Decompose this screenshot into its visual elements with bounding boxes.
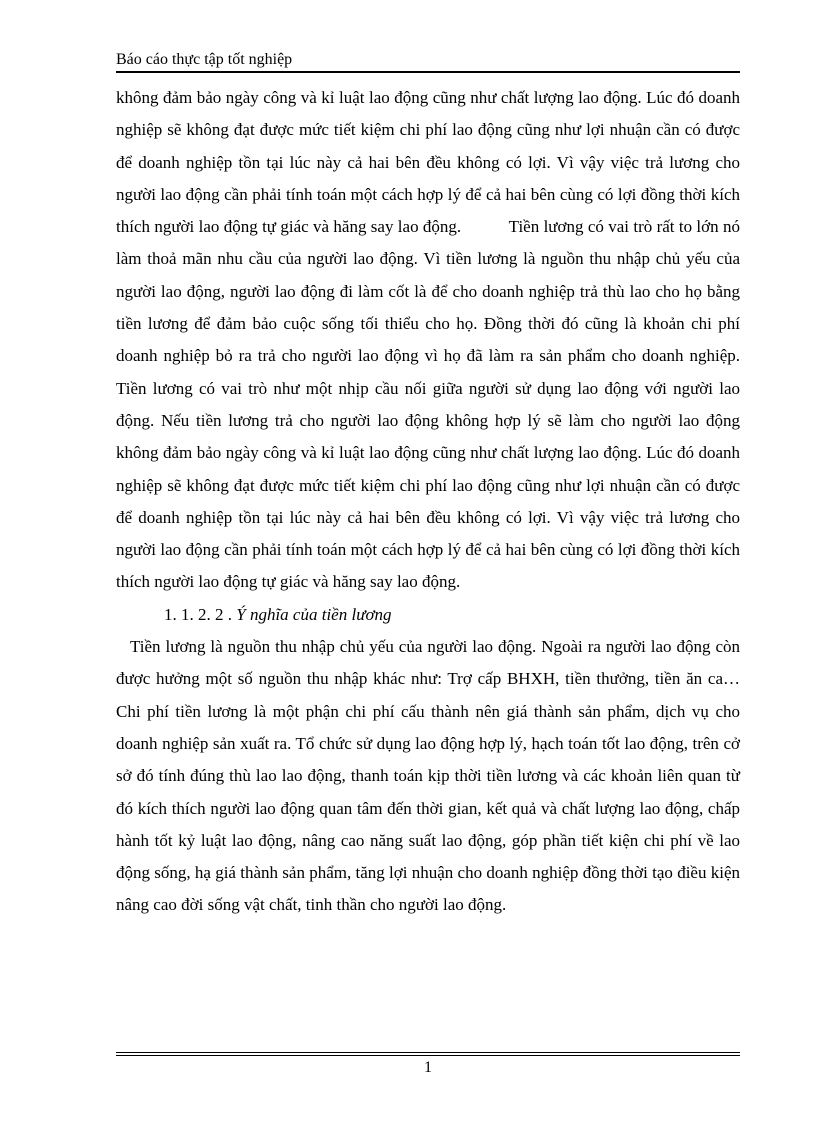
footer-rule-bottom bbox=[116, 1055, 740, 1056]
header-rule bbox=[116, 71, 740, 73]
document-body bbox=[116, 82, 740, 922]
paragraph-wage-role: không đảm bảo ngày công và kỉ luật lao động cũng như chất lượng lao động. Lúc đó doanh nghiệp sẽ không đạt được mức tiết kiệm chi phí lao động cũng như lợi nhuận cần có được để doanh nghiệp tồn tại lúc này cả hai bên đều không có lợi. Vì vậy việc trả lương cho người lao động cần phải tính toán một cách hợp lý để cả hai bên cùng có lợi đồng thời kích thích người lao động tự giác và hăng say lao động. Tiền lương có vai trò rất to lớn nó làm thoả mãn nhu cầu của người lao động. Vì tiền lương là nguồn thu nhập chủ yếu của người lao động, người lao động đi làm cốt là để cho doanh nghiệp trả thù lao cho họ bằng tiền lương để đảm bảo cuộc sống tối thiểu cho họ. Đồng thời đó cũng là khoản chi phí doanh nghiệp bỏ ra trả cho người lao động vì họ đã làm ra sản phẩm cho doanh nghiệp. Tiền lương có vai trò như một nhịp cầu nối giữa người sử dụng lao động với người lao động. Nếu tiền lương trả cho người lao động không hợp lý sẽ làm cho người lao động không đảm bảo ngày công và kỉ luật lao động cũng như chất lượng lao động. Lúc đó doanh nghiệp sẽ không đạt được mức tiết kiệm chi phí lao động cũng như lợi nhuận cần có được để doanh nghiệp tồn tại lúc này cả hai bên đều không có lợi. Vì vậy việc trả lương cho người lao động cần phải tính toán một cách hợp lý để cả hai bên cùng có lợi đồng thời kích thích người lao động tự giác và hăng say lao động. bbox=[116, 88, 740, 592]
page-number: 1 bbox=[424, 1059, 432, 1076]
section-heading bbox=[116, 599, 740, 631]
footer-rule-top bbox=[116, 1052, 740, 1053]
page-header: Báo cáo thực tập tốt nghiệp bbox=[116, 51, 293, 68]
section-number: 1. 1. 2. 2 . bbox=[164, 604, 237, 624]
paragraph-wage-meaning: Tiền lương là nguồn thu nhập chủ yếu của người lao động. Ngoài ra người lao động còn được hưởng một số nguồn thu nhập khác như: Trợ cấp BHXH, tiền thưởng, tiền ăn ca… Chi phí tiền lương là một phận chi phí cấu thành nên giá thành sản phẩm, dịch vụ cho doanh nghiệp sản xuất ra. Tổ chức sử dụng lao động hợp lý, hạch toán tốt lao động, trên cở sở đó tính đúng thù lao lao động, thanh toán kịp thời tiền lương và các khoản liên quan từ đó kích thích người lao động quan tâm đến thời gian, kết quả và chất lượng lao động, chấp hành tốt kỷ luật lao động, nâng cao năng suất lao động, góp phần tiết kiện chi phí về lao động sống, hạ giá thành sản phẩm, tăng lợi nhuận cho doanh nghiệp đồng thời tạo điều kiện nâng cao đời sống vật chất, tinh thần cho người lao động. bbox=[116, 637, 740, 915]
section-title: Ý nghĩa của tiền lương bbox=[236, 604, 392, 624]
